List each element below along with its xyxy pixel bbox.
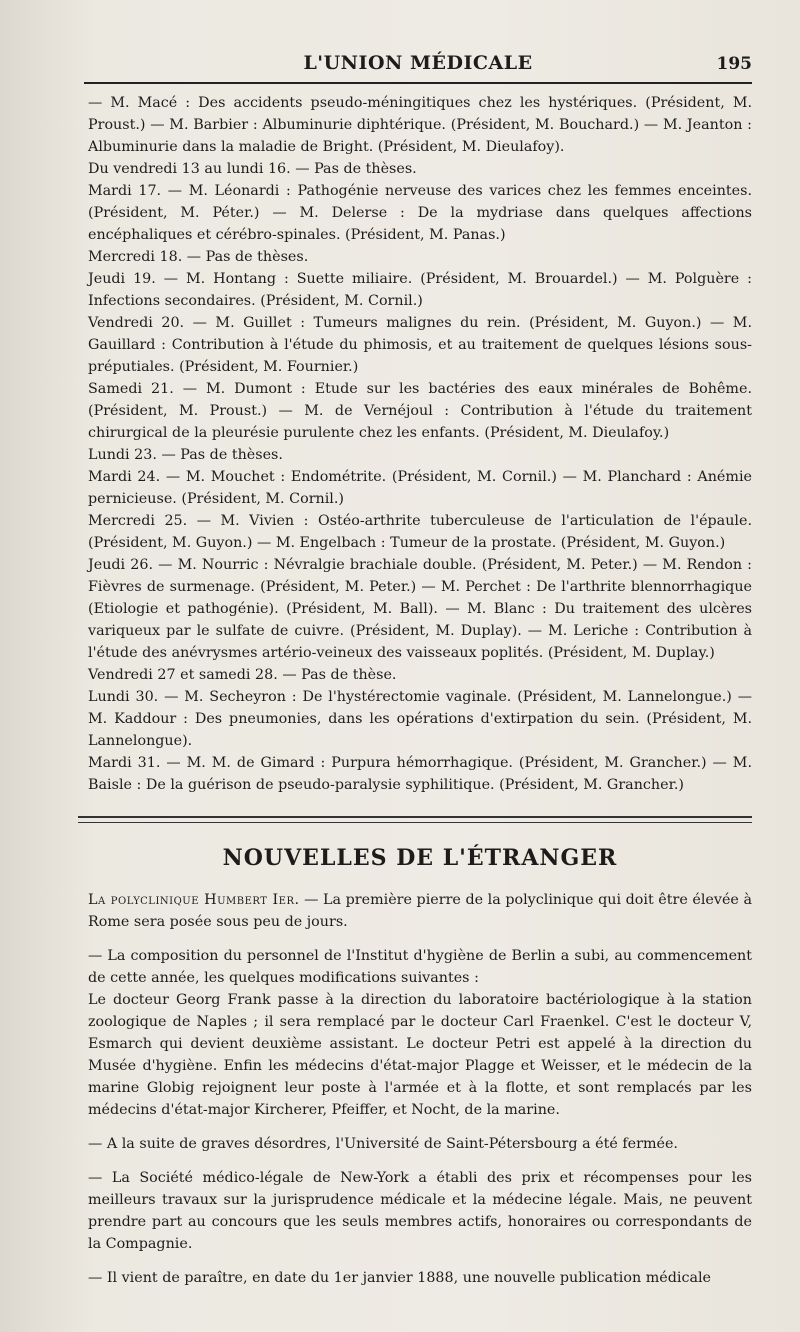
news-item-text: — La première pierre de la polyclinique qui doit être élevée à Rome sera posée sous peu de jours.: [88, 892, 752, 930]
thesis-entry: Lundi 30. — M. Secheyron : De l'hystérectomie vaginale. (Président, M. Lannelongue.) — M. Kaddour : Des pneumonies, dans les opérations d'extirpation du sein. (Président, M. Lannelongue).: [88, 689, 752, 749]
section-divider: [78, 816, 752, 823]
thesis-entry: Mercredi 25. — M. Vivien : Ostéo-arthrite tuberculeuse de l'articulation de l'épaule. (Président, M. Guyon.) — M. Engelbach : Tumeur de la prostate. (Président, M. Guyon.): [88, 513, 752, 551]
theses-list: [88, 92, 752, 796]
news-item-lead: La polyclinique Humbert Ier.: [88, 892, 300, 908]
thesis-entry: Mercredi 18. — Pas de thèses.: [88, 249, 309, 265]
thesis-entry: Samedi 21. — M. Dumont : Etude sur les bactéries des eaux minérales de Bohême. (Président, M. Proust.) — M. de Vernéjoul : Contribution à l'étude du traitement chirurgical de la pleurésie purulente chez les enfants. (Président, M. Dieulafoy.): [88, 381, 752, 441]
news-section: [88, 889, 752, 1289]
news-item: — A la suite de graves désordres, l'Université de Saint-Pétersbourg a été fermée.: [88, 1136, 678, 1152]
section-title: NOUVELLES DE L'ÉTRANGER: [222, 845, 618, 871]
thesis-entry: Jeudi 26. — M. Nourric : Névralgie brachiale double. (Président, M. Peter.) — M. Rendon : Fièvres de surmenage. (Président, M. Peter.) — M. Perchet : De l'arthrite blennorrhagique (Etiologie et pathogénie). (Président, M. Ball). — M. Blanc : Du traitement des ulcères variqueux par le sulfate de cuivre. (Président, M. Duplay). — M. Leriche : Contribution à l'étude des anévrysmes artério-veineux des vaisseaux poplités. (Président, M. Duplay.): [88, 557, 752, 661]
thesis-entry: Vendredi 20. — M. Guillet : Tumeurs malignes du rein. (Président, M. Guyon.) — M. Gauillard : Contribution à l'étude du phimosis, et au traitement de quelques lésions sous-préputiales. (Président, M. Fournier.): [88, 315, 752, 375]
news-item: — Il vient de paraître, en date du 1er janvier 1888, une nouvelle publication médicale: [88, 1270, 712, 1286]
thesis-entry: Mardi 17. — M. Léonardi : Pathogénie nerveuse des varices chez les femmes enceintes. (Président, M. Péter.) — M. Delerse : De la mydriase dans quelques affections encéphaliques et cérébro-spinales. (Président, M. Panas.): [88, 183, 752, 243]
journal-title: L'UNION MÉDICALE: [303, 52, 533, 74]
thesis-entry: Mardi 31. — M. M. de Gimard : Purpura hémorrhagique. (Président, M. Grancher.) — M. Baisle : De la guérison de pseudo-paralysie syphilitique. (Président, M. Grancher.): [88, 755, 752, 793]
page-header: [84, 52, 752, 84]
thesis-entry: Mardi 24. — M. Mouchet : Endométrite. (Président, M. Cornil.) — M. Planchard : Anémie pernicieuse. (Président, M. Cornil.): [88, 469, 752, 507]
thesis-entry: — M. Macé : Des accidents pseudo-méningitiques chez les hystériques. (Président, M. Proust.) — M. Barbier : Albuminurie diphtérique. (Président, M. Bouchard.) — M. Jeanton : Albuminurie dans la maladie de Bright. (Président, M. Dieulafoy).: [88, 95, 752, 155]
news-item: — La composition du personnel de l'Institut d'hygiène de Berlin a subi, au commencement de cette année, les quelques modifications suivantes :: [88, 948, 752, 986]
thesis-entry: Lundi 23. — Pas de thèses.: [88, 447, 283, 463]
news-item: [88, 889, 752, 933]
page-number: 195: [716, 54, 752, 74]
thesis-entry: Jeudi 19. — M. Hontang : Suette miliaire. (Président, M. Brouardel.) — M. Polguère : Infections secondaires. (Président, M. Cornil.): [88, 271, 752, 309]
news-item: — La Société médico-légale de New-York a établi des prix et récompenses pour les meilleurs travaux sur la jurisprudence médicale et la médecine légale. Mais, ne peuvent prendre part au concours que les seuls membres actifs, honoraires ou correspondants de la Compagnie.: [88, 1170, 752, 1252]
thesis-entry: Vendredi 27 et samedi 28. — Pas de thèse.: [88, 667, 397, 683]
thesis-entry: Du vendredi 13 au lundi 16. — Pas de thèses.: [88, 161, 417, 177]
news-item: Le docteur Georg Frank passe à la direction du laboratoire bactériologique à la station zoologique de Naples ; il sera remplacé par le docteur Carl Fraenkel. C'est le docteur V, Esmarch qui devient deuxième assistant. Le docteur Petri est appelé à la direction du Musée d'hygiène. Enfin les médecins d'état-major Plagge et Weisser, et le médecin de la marine Globig rejoignent leur poste à l'armée et à la flotte, et sont remplacés par les médecins d'état-major Kircherer, Pfeiffer, et Nocht, de la marine.: [88, 992, 752, 1118]
